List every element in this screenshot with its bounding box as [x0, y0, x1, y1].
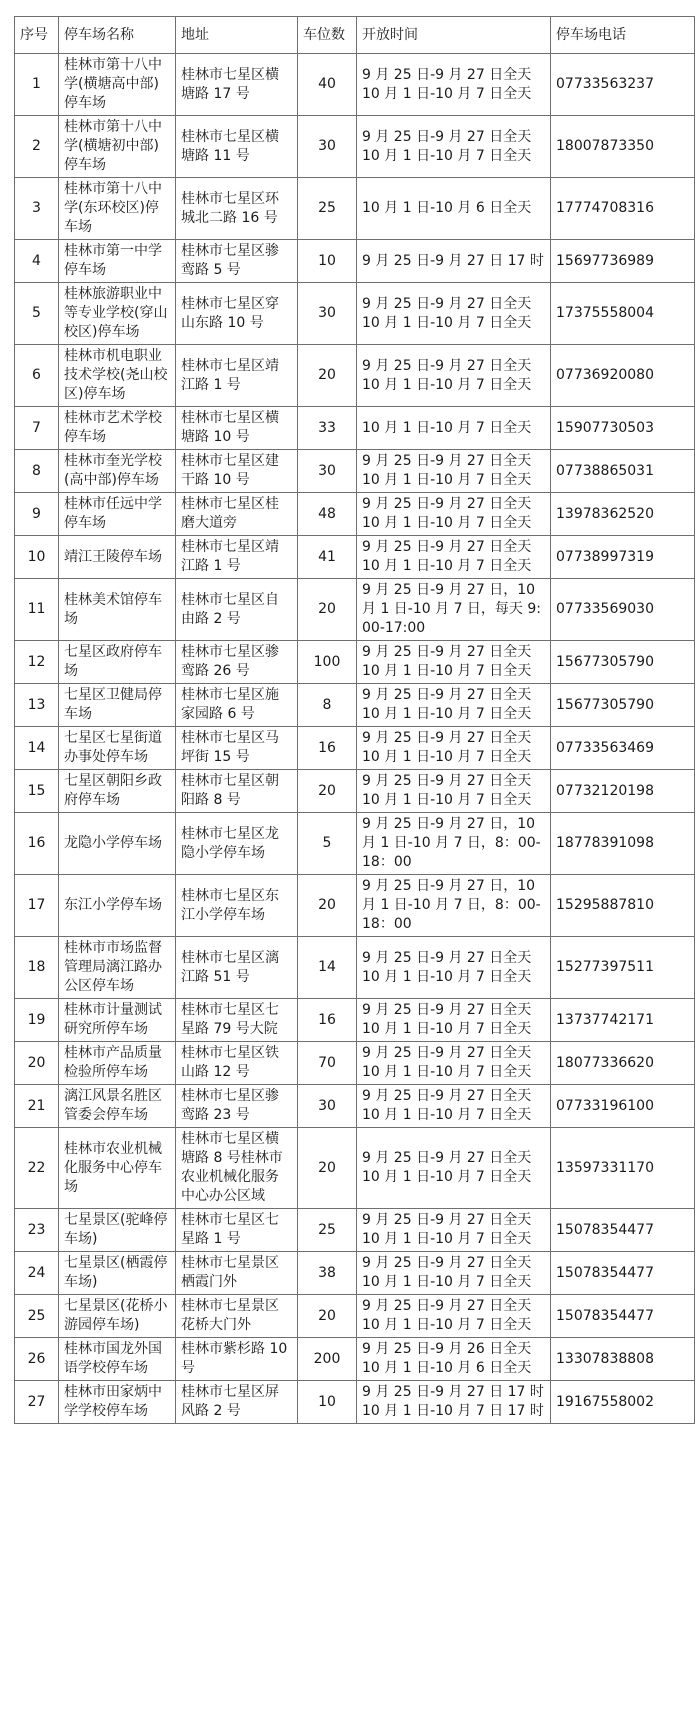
parking-spaces: 40 — [298, 54, 357, 116]
header-no: 序号 — [15, 17, 59, 54]
lot-phone: 07732120198 — [551, 770, 695, 813]
lot-address: 桂林市七星区靖江路 1 号 — [176, 536, 298, 579]
row-number: 27 — [15, 1381, 59, 1424]
lot-name: 七星景区(花桥小游园停车场) — [59, 1295, 176, 1338]
lot-name: 桂林市市场监督管理局漓江路办公区停车场 — [59, 937, 176, 999]
table-row — [15, 1381, 695, 1424]
lot-address: 桂林市七星区骖鸾路 26 号 — [176, 641, 298, 684]
lot-address: 桂林市七星区骖鸾路 5 号 — [176, 240, 298, 283]
parking-spaces: 25 — [298, 178, 357, 240]
row-number: 6 — [15, 345, 59, 407]
parking-spaces: 14 — [298, 937, 357, 999]
lot-phone: 15295887810 — [551, 875, 695, 937]
header-spaces: 车位数 — [298, 17, 357, 54]
lot-address: 桂林市七星区东江小学停车场 — [176, 875, 298, 937]
parking-spaces: 41 — [298, 536, 357, 579]
parking-spaces: 30 — [298, 1085, 357, 1128]
header-name: 停车场名称 — [59, 17, 176, 54]
table-row — [15, 875, 695, 937]
table-row — [15, 1338, 695, 1381]
table-row — [15, 54, 695, 116]
lot-phone: 18077336620 — [551, 1042, 695, 1085]
header-hours: 开放时间 — [357, 17, 551, 54]
table-row — [15, 684, 695, 727]
opening-hours: 9 月 25 日-9 月 27 日，10 月 1 日-10 月 7 日，8：00-18：00 — [357, 813, 551, 875]
opening-hours: 9 月 25 日-9 月 27 日全天 10 月 1 日-10 月 7 日全天 — [357, 684, 551, 727]
parking-spaces: 20 — [298, 1128, 357, 1209]
table-row — [15, 178, 695, 240]
table-header-row — [15, 17, 695, 54]
opening-hours: 9 月 25 日-9 月 27 日全天 10 月 1 日-10 月 7 日全天 — [357, 937, 551, 999]
lot-phone: 19167558002 — [551, 1381, 695, 1424]
lot-phone: 07738997319 — [551, 536, 695, 579]
lot-name: 靖江王陵停车场 — [59, 536, 176, 579]
table-row — [15, 407, 695, 450]
opening-hours: 9 月 25 日-9 月 27 日全天 10 月 1 日-10 月 7 日全天 — [357, 1128, 551, 1209]
opening-hours: 9 月 25 日-9 月 27 日 17 时 — [357, 240, 551, 283]
opening-hours: 9 月 25 日-9 月 27 日全天 10 月 1 日-10 月 7 日全天 — [357, 770, 551, 813]
table-row — [15, 1252, 695, 1295]
row-number: 16 — [15, 813, 59, 875]
header-phone: 停车场电话 — [551, 17, 695, 54]
lot-name: 桂林市第十八中学(横塘高中部)停车场 — [59, 54, 176, 116]
lot-phone: 17375558004 — [551, 283, 695, 345]
table-row — [15, 770, 695, 813]
lot-name: 桂林市产品质量检验所停车场 — [59, 1042, 176, 1085]
lot-name: 桂林市农业机械化服务中心停车场 — [59, 1128, 176, 1209]
row-number: 20 — [15, 1042, 59, 1085]
opening-hours: 9 月 25 日-9 月 27 日全天 10 月 1 日-10 月 7 日全天 — [357, 54, 551, 116]
lot-name: 桂林市第十八中学(东环校区)停车场 — [59, 178, 176, 240]
opening-hours: 9 月 25 日-9 月 27 日全天 10 月 1 日-10 月 7 日全天 — [357, 345, 551, 407]
parking-spaces: 10 — [298, 1381, 357, 1424]
lot-name: 七星区朝阳乡政府停车场 — [59, 770, 176, 813]
lot-address: 桂林市七星区靖江路 1 号 — [176, 345, 298, 407]
table-row — [15, 1295, 695, 1338]
lot-phone: 15697736989 — [551, 240, 695, 283]
parking-spaces: 70 — [298, 1042, 357, 1085]
lot-address: 桂林市七星区七星路 79 号大院 — [176, 999, 298, 1042]
row-number: 17 — [15, 875, 59, 937]
table-row — [15, 536, 695, 579]
parking-spaces: 30 — [298, 116, 357, 178]
lot-address: 桂林市紫杉路 10 号 — [176, 1338, 298, 1381]
lot-address: 桂林市七星区自由路 2 号 — [176, 579, 298, 641]
lot-address: 桂林市七星区龙隐小学停车场 — [176, 813, 298, 875]
lot-phone: 07733569030 — [551, 579, 695, 641]
row-number: 11 — [15, 579, 59, 641]
lot-address: 桂林市七星区横塘路 11 号 — [176, 116, 298, 178]
table-row — [15, 1042, 695, 1085]
lot-phone: 15078354477 — [551, 1209, 695, 1252]
lot-name: 七星区七星街道办事处停车场 — [59, 727, 176, 770]
row-number: 26 — [15, 1338, 59, 1381]
opening-hours: 10 月 1 日-10 月 7 日全天 — [357, 407, 551, 450]
parking-spaces: 48 — [298, 493, 357, 536]
lot-address: 桂林市七星区屏风路 2 号 — [176, 1381, 298, 1424]
lot-name: 七星区卫健局停车场 — [59, 684, 176, 727]
lot-name: 桂林市田家炳中学学校停车场 — [59, 1381, 176, 1424]
lot-phone: 15078354477 — [551, 1295, 695, 1338]
table-row — [15, 1085, 695, 1128]
table-row — [15, 283, 695, 345]
table-row — [15, 116, 695, 178]
table-row — [15, 641, 695, 684]
lot-phone: 07733563469 — [551, 727, 695, 770]
row-number: 25 — [15, 1295, 59, 1338]
row-number: 12 — [15, 641, 59, 684]
lot-name: 龙隐小学停车场 — [59, 813, 176, 875]
opening-hours: 9 月 25 日-9 月 27 日全天 10 月 1 日-10 月 7 日全天 — [357, 450, 551, 493]
opening-hours: 9 月 25 日-9 月 27 日全天 10 月 1 日-10 月 7 日全天 — [357, 1085, 551, 1128]
lot-address: 桂林市七星区漓江路 51 号 — [176, 937, 298, 999]
lot-address: 桂林市七星区穿山东路 10 号 — [176, 283, 298, 345]
parking-lot-table — [14, 16, 695, 1424]
parking-spaces: 33 — [298, 407, 357, 450]
row-number: 8 — [15, 450, 59, 493]
lot-phone: 13737742171 — [551, 999, 695, 1042]
lot-phone: 07733196100 — [551, 1085, 695, 1128]
row-number: 23 — [15, 1209, 59, 1252]
lot-address: 桂林市七星区七星路 1 号 — [176, 1209, 298, 1252]
lot-name: 桂林市计量测试研究所停车场 — [59, 999, 176, 1042]
parking-spaces: 20 — [298, 345, 357, 407]
opening-hours: 9 月 25 日-9 月 27 日全天 10 月 1 日-10 月 7 日全天 — [357, 641, 551, 684]
opening-hours: 9 月 25 日-9 月 27 日全天 10 月 1 日-10 月 7 日全天 — [357, 727, 551, 770]
parking-spaces: 10 — [298, 240, 357, 283]
lot-address: 桂林市七星区骖鸾路 23 号 — [176, 1085, 298, 1128]
lot-phone: 18778391098 — [551, 813, 695, 875]
row-number: 4 — [15, 240, 59, 283]
row-number: 19 — [15, 999, 59, 1042]
lot-address: 桂林市七星景区栖霞门外 — [176, 1252, 298, 1295]
lot-address: 桂林市七星区朝阳路 8 号 — [176, 770, 298, 813]
row-number: 3 — [15, 178, 59, 240]
table-row — [15, 937, 695, 999]
lot-address: 桂林市七星区横塘路 10 号 — [176, 407, 298, 450]
lot-phone: 15907730503 — [551, 407, 695, 450]
row-number: 5 — [15, 283, 59, 345]
lot-phone: 17774708316 — [551, 178, 695, 240]
row-number: 1 — [15, 54, 59, 116]
lot-name: 桂林市机电职业技术学校(尧山校区)停车场 — [59, 345, 176, 407]
table-row — [15, 493, 695, 536]
table-row — [15, 1128, 695, 1209]
opening-hours: 9 月 25 日-9 月 27 日，10 月 1 日-10 月 7 日，8：00-18：00 — [357, 875, 551, 937]
lot-phone: 15677305790 — [551, 641, 695, 684]
opening-hours: 9 月 25 日-9 月 27 日全天 10 月 1 日-10 月 7 日全天 — [357, 1042, 551, 1085]
table-row — [15, 345, 695, 407]
opening-hours: 9 月 25 日-9 月 26 日全天 10 月 1 日-10 月 6 日全天 — [357, 1338, 551, 1381]
opening-hours: 9 月 25 日-9 月 27 日全天 10 月 1 日-10 月 7 日全天 — [357, 999, 551, 1042]
parking-spaces: 20 — [298, 579, 357, 641]
parking-spaces: 25 — [298, 1209, 357, 1252]
parking-spaces: 5 — [298, 813, 357, 875]
parking-spaces: 16 — [298, 727, 357, 770]
lot-name: 七星区政府停车场 — [59, 641, 176, 684]
header-address: 地址 — [176, 17, 298, 54]
table-row — [15, 727, 695, 770]
opening-hours: 10 月 1 日-10 月 6 日全天 — [357, 178, 551, 240]
parking-spaces: 20 — [298, 1295, 357, 1338]
lot-name: 漓江风景名胜区管委会停车场 — [59, 1085, 176, 1128]
opening-hours: 9 月 25 日-9 月 27 日全天 10 月 1 日-10 月 7 日全天 — [357, 116, 551, 178]
lot-address: 桂林市七星区铁山路 12 号 — [176, 1042, 298, 1085]
lot-phone: 18007873350 — [551, 116, 695, 178]
table-row — [15, 999, 695, 1042]
lot-address: 桂林市七星区马坪街 15 号 — [176, 727, 298, 770]
parking-spaces: 30 — [298, 450, 357, 493]
lot-address: 桂林市七星区桂磨大道旁 — [176, 493, 298, 536]
row-number: 10 — [15, 536, 59, 579]
lot-phone: 13307838808 — [551, 1338, 695, 1381]
lot-phone: 07733563237 — [551, 54, 695, 116]
table-row — [15, 1209, 695, 1252]
row-number: 21 — [15, 1085, 59, 1128]
lot-address: 桂林市七星区横塘路 17 号 — [176, 54, 298, 116]
table-row — [15, 579, 695, 641]
lot-phone: 15677305790 — [551, 684, 695, 727]
row-number: 15 — [15, 770, 59, 813]
parking-spaces: 30 — [298, 283, 357, 345]
row-number: 22 — [15, 1128, 59, 1209]
lot-address: 桂林市七星区建干路 10 号 — [176, 450, 298, 493]
lot-name: 东江小学停车场 — [59, 875, 176, 937]
row-number: 13 — [15, 684, 59, 727]
lot-name: 桂林旅游职业中等专业学校(穿山校区)停车场 — [59, 283, 176, 345]
parking-spaces: 20 — [298, 770, 357, 813]
row-number: 24 — [15, 1252, 59, 1295]
opening-hours: 9 月 25 日-9 月 27 日全天 10 月 1 日-10 月 7 日全天 — [357, 283, 551, 345]
lot-name: 桂林市任远中学停车场 — [59, 493, 176, 536]
parking-spaces: 16 — [298, 999, 357, 1042]
lot-phone: 07738865031 — [551, 450, 695, 493]
parking-spaces: 38 — [298, 1252, 357, 1295]
lot-phone: 13978362520 — [551, 493, 695, 536]
opening-hours: 9 月 25 日-9 月 27 日 17 时 10 月 1 日-10 月 7 日 17 时 — [357, 1381, 551, 1424]
opening-hours: 9 月 25 日-9 月 27 日全天 10 月 1 日-10 月 7 日全天 — [357, 493, 551, 536]
lot-name: 桂林市第十八中学(横塘初中部)停车场 — [59, 116, 176, 178]
row-number: 7 — [15, 407, 59, 450]
lot-name: 七星景区(驼峰停车场) — [59, 1209, 176, 1252]
lot-address: 桂林市七星景区花桥大门外 — [176, 1295, 298, 1338]
table-row — [15, 813, 695, 875]
parking-spaces: 8 — [298, 684, 357, 727]
opening-hours: 9 月 25 日-9 月 27 日全天 10 月 1 日-10 月 7 日全天 — [357, 1252, 551, 1295]
lot-address: 桂林市七星区施家园路 6 号 — [176, 684, 298, 727]
lot-name: 桂林美术馆停车场 — [59, 579, 176, 641]
lot-name: 七星景区(栖霞停车场) — [59, 1252, 176, 1295]
opening-hours: 9 月 25 日-9 月 27 日，10 月 1 日-10 月 7 日，每天 9:00-17:00 — [357, 579, 551, 641]
parking-spaces: 200 — [298, 1338, 357, 1381]
parking-spaces: 100 — [298, 641, 357, 684]
row-number: 14 — [15, 727, 59, 770]
row-number: 2 — [15, 116, 59, 178]
lot-address: 桂林市七星区横塘路 8 号桂林市农业机械化服务中心办公区域 — [176, 1128, 298, 1209]
lot-address: 桂林市七星区环城北二路 16 号 — [176, 178, 298, 240]
lot-name: 桂林市第一中学停车场 — [59, 240, 176, 283]
lot-name: 桂林市国龙外国语学校停车场 — [59, 1338, 176, 1381]
lot-name: 桂林市艺术学校停车场 — [59, 407, 176, 450]
row-number: 18 — [15, 937, 59, 999]
lot-phone: 13597331170 — [551, 1128, 695, 1209]
opening-hours: 9 月 25 日-9 月 27 日全天 10 月 1 日-10 月 7 日全天 — [357, 1209, 551, 1252]
lot-phone: 15277397511 — [551, 937, 695, 999]
table-row — [15, 240, 695, 283]
lot-phone: 15078354477 — [551, 1252, 695, 1295]
opening-hours: 9 月 25 日-9 月 27 日全天 10 月 1 日-10 月 7 日全天 — [357, 1295, 551, 1338]
parking-spaces: 20 — [298, 875, 357, 937]
lot-name: 桂林市奎光学校(高中部)停车场 — [59, 450, 176, 493]
opening-hours: 9 月 25 日-9 月 27 日全天 10 月 1 日-10 月 7 日全天 — [357, 536, 551, 579]
row-number: 9 — [15, 493, 59, 536]
lot-phone: 07736920080 — [551, 345, 695, 407]
table-row — [15, 450, 695, 493]
